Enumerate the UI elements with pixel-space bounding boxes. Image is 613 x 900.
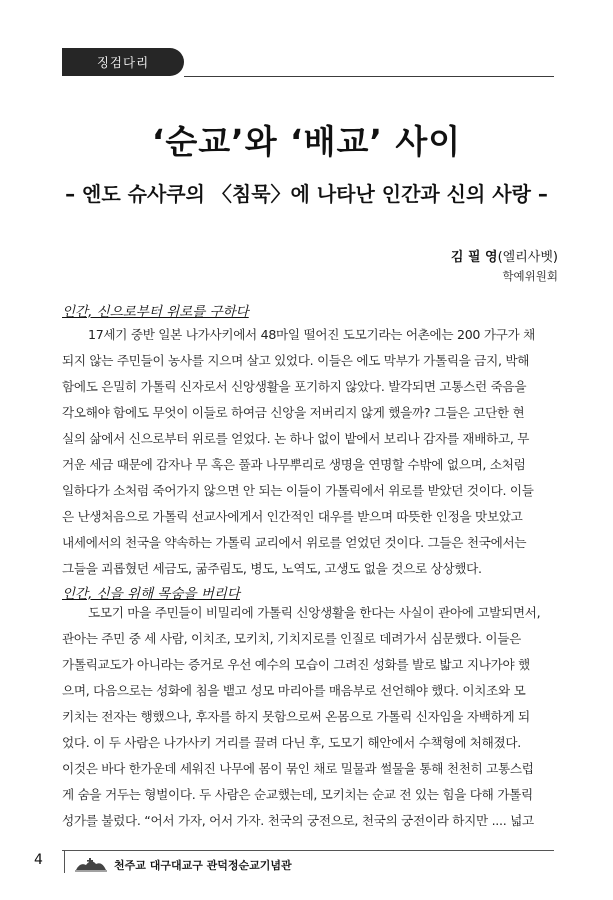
text-line: 관아는 주민 중 세 사람, 이치조, 모키치, 기치지로를 인질로 데려가서 심문했다. 이들은 (62, 631, 521, 646)
text-line: 그들을 괴롭혔던 세금도, 굶주림도, 병도, 노역도, 고생도 없을 것으로 상상했다. (62, 561, 482, 576)
text-line: 내세에서의 천국을 약속하는 가톨릭 교리에서 위로를 얻었던 것이다. 그들은 천국에서는 (62, 535, 527, 550)
author-line (451, 246, 558, 265)
section-heading: 인간, 신으로부터 위로를 구하다 (62, 304, 249, 320)
text-line: 실의 삶에서 신으로부터 위로를 얻었다. 논 하나 없이 밭에서 보리나 감자를 재배하고, 무 (62, 431, 530, 446)
section-heading: 인간, 신을 위해 목숨을 버리다 (62, 586, 240, 602)
text-line: 으며, 다음으로는 성화에 침을 뱉고 성모 마리아를 매음부로 선언해야 했다. 이치조와 모 (62, 683, 526, 698)
footer-rule (62, 850, 554, 851)
text-line: 도모기 마을 주민들이 비밀리에 가톨릭 신앙생활을 한다는 사실이 관아에 고발되면서, (88, 605, 541, 620)
text-line: 성가를 불렀다. “어서 가자, 어서 가자. 천국의 궁전으로, 천국의 궁전이라 하지만 .... 넓고 (62, 813, 534, 828)
header-rule (184, 76, 554, 77)
text-line: 17세기 중반 일본 나가사키에서 48마일 떨어진 도모기라는 어촌에는 200 가구가 채 (88, 327, 535, 342)
article-subtitle: – 엔도 슈사쿠의 〈침묵〉에 나타난 인간과 신의 사랑 – (65, 182, 548, 206)
article-title: ‘순교’와 ‘배교’ 사이 (151, 122, 462, 161)
text-line: 일하다가 소처럼 죽어가지 않으면 안 되는 이들이 가톨릭에서 위로를 받았던 것이다. 이들 (62, 483, 534, 498)
text-line: 이것은 바다 한가운데 세워진 나무에 몸이 묶인 채로 밀물과 썰물을 통해 천천히 고통스럽 (62, 761, 534, 776)
section-body (62, 322, 554, 582)
text-line: 게 숨을 거두는 형벌이다. 두 사람은 순교했는데, 모키치는 순교 전 있는 힘을 다해 가톨릭 (62, 787, 533, 802)
text-line: 키치는 전자는 행했으나, 후자를 하지 못함으로써 온몸으로 가톨릭 신자임을 자백하게 되 (62, 709, 530, 724)
author-baptismal-name: (엘리사벳) (497, 250, 558, 265)
text-line: 함에도 은밀히 가톨릭 신자로서 신앙생활을 포기하지 않았다. 발각되면 고통스런 죽음을 (62, 379, 527, 394)
section-tab: 징검다리 (62, 48, 184, 76)
author-affiliation: 학예위원회 (502, 269, 558, 283)
text-line: 되지 않는 주민들이 농사를 지으며 살고 있었다. 이들은 에도 막부가 가톨릭을 금지, 박해 (62, 353, 530, 368)
section-body (62, 600, 554, 834)
author-name: 김 필 영 (450, 250, 498, 265)
text-line: 었다. 이 두 사람은 나가사키 거리를 끌려 다닌 후, 도모기 해안에서 수책형에 처해졌다. (62, 735, 521, 750)
text-line: 각오해야 함에도 무엇이 이들로 하여금 신앙을 저버리지 않게 했을까? 그들은 고단한 현 (62, 405, 525, 420)
footer-divider (64, 851, 65, 873)
text-line: 거운 세금 때문에 감자나 무 혹은 풀과 나무뿌리로 생명을 연명할 수밖에 없으며, 소처럼 (62, 457, 526, 472)
page-number: 4 (34, 852, 43, 868)
text-line: 가톨릭교도가 아니라는 증거로 우선 예수의 모습이 그려진 성화를 발로 밟고 지나가야 했 (62, 657, 530, 672)
text-line: 은 난생처음으로 가톨릭 선교사에게서 인간적인 대우를 받으며 따뜻한 인정을 맛보았고 (62, 509, 523, 524)
memorial-logo-icon (74, 856, 108, 872)
publication-name: 천주교 대구대교구 관덕정순교기념관 (114, 859, 292, 872)
